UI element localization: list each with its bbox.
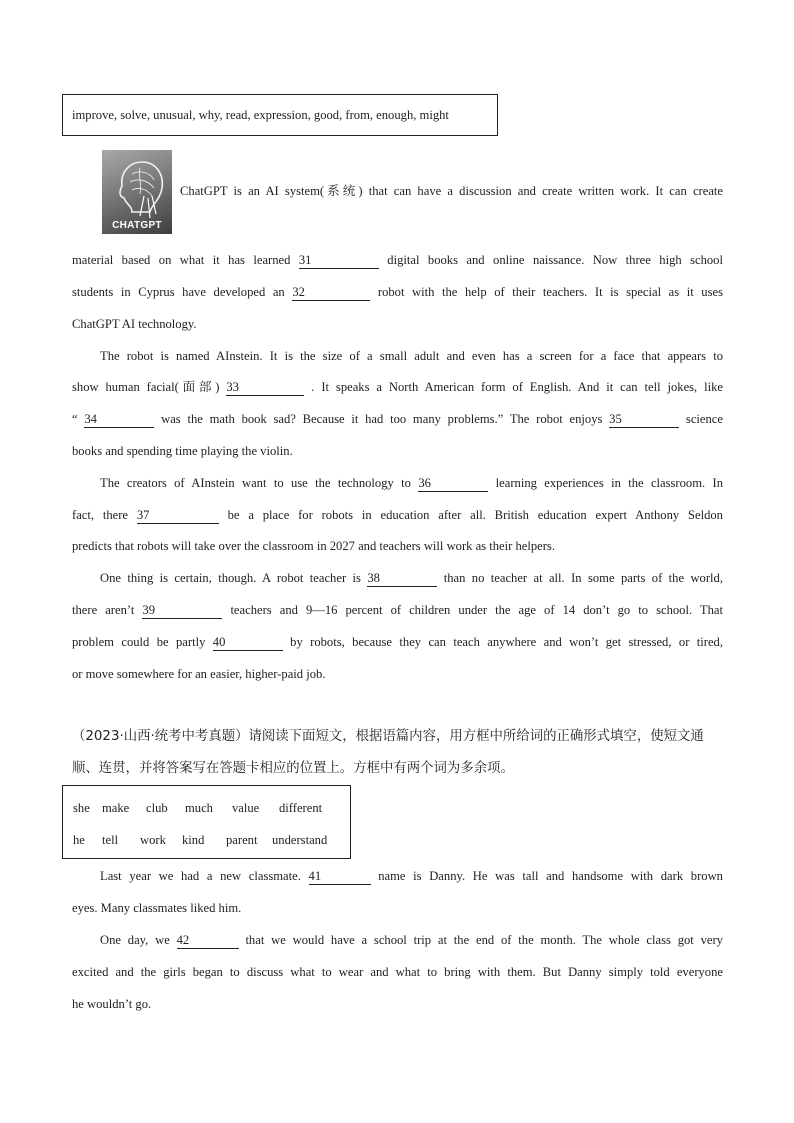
text-segment: Last year we had a new classmate. bbox=[100, 869, 301, 883]
text-segment: robot with the help of their teachers. It is special as it uses bbox=[377, 285, 723, 299]
passage2-line-3 bbox=[100, 931, 723, 949]
passage1-line-7 bbox=[72, 410, 723, 428]
section2-instruction-line-1: （2023·山西·统考中考真题）请阅读下面短文，根据语篇内容，用方框中所给词的正确形式填空，使短文通 bbox=[72, 729, 704, 744]
text-segment: be a place for robots in education after all. British education expert Anthony Seldon bbox=[227, 508, 723, 522]
blank-36[interactable]: 36 bbox=[418, 476, 488, 492]
text-segment: . It speaks a North American form of English. And it can tell jokes, like bbox=[311, 380, 723, 394]
passage1-line-12 bbox=[100, 569, 723, 587]
passage1-line-8: books and spending time playing the violin. bbox=[72, 444, 293, 458]
word-item: work bbox=[140, 833, 166, 847]
word-item: make bbox=[102, 801, 130, 815]
word-bank-box-2 bbox=[62, 785, 351, 859]
text-segment: One thing is certain, though. A robot teacher is bbox=[100, 571, 361, 585]
blank-34[interactable]: 34 bbox=[84, 412, 154, 428]
blank-35[interactable]: 35 bbox=[609, 412, 679, 428]
logo-label: CHATGPT bbox=[112, 220, 162, 231]
word-item: he bbox=[73, 833, 85, 847]
passage1-line-2 bbox=[72, 251, 723, 269]
text-segment: students in Cyprus have developed an bbox=[72, 285, 285, 299]
passage1-line-5: The robot is named AInstein. It is the size of a small adult and even has a screen for a face that appears to bbox=[100, 349, 723, 363]
passage1-line-9 bbox=[100, 474, 723, 492]
passage1-line-13 bbox=[72, 601, 723, 619]
text-segment: show human facial(面部) bbox=[72, 380, 220, 394]
blank-33[interactable]: 33 bbox=[226, 380, 304, 396]
passage1-line-4: ChatGPT AI technology. bbox=[72, 317, 197, 331]
text-segment: was the math book sad? Because it had too many problems.” The robot enjoys bbox=[161, 412, 603, 426]
text-segment: digital books and online naissance. Now three high school bbox=[387, 253, 723, 267]
text-segment: material based on what it has learned bbox=[72, 253, 291, 267]
text-segment: name is Danny. He was tall and handsome with dark brown bbox=[378, 869, 723, 883]
passage1-line-1: ChatGPT is an AI system(系统) that can have a discussion and create written work. It can create bbox=[180, 184, 723, 198]
text-segment: problem could be partly bbox=[72, 635, 206, 649]
blank-37[interactable]: 37 bbox=[137, 508, 219, 524]
text-segment: science bbox=[685, 412, 723, 426]
blank-32[interactable]: 32 bbox=[292, 285, 370, 301]
blank-40[interactable]: 40 bbox=[213, 635, 283, 651]
word-item: different bbox=[279, 801, 323, 815]
section2-instruction-line-2: 顺、连贯，并将答案写在答题卡相应的位置上。方框中有两个词为多余项。 bbox=[72, 761, 514, 776]
word-item: value bbox=[232, 801, 260, 815]
passage1-line-6 bbox=[72, 378, 723, 396]
word-item: she bbox=[73, 801, 90, 815]
text-segment: fact, there bbox=[72, 508, 128, 522]
word-bank-text-1: improve, solve, unusual, why, read, expression, good, from, enough, might bbox=[72, 107, 449, 122]
text-segment: than no teacher at all. In some parts of the world, bbox=[443, 571, 723, 585]
text-segment: “ bbox=[72, 412, 78, 426]
passage2-line-1 bbox=[100, 867, 723, 885]
word-item: much bbox=[185, 801, 213, 815]
passage2-line-4: excited and the girls began to discuss what to wear and what to bring with them. But Danny simply told everyone bbox=[72, 965, 723, 979]
passage1-line-14 bbox=[72, 633, 723, 651]
text-segment: that we would have a school trip at the end of the month. The whole class got very bbox=[245, 933, 723, 947]
word-item: parent bbox=[226, 833, 258, 847]
blank-42[interactable]: 42 bbox=[177, 933, 239, 949]
text-segment: The creators of AInstein want to use the technology to bbox=[100, 476, 411, 490]
text-segment: by robots, because they can teach anywhere and won’t get stressed, or tired, bbox=[290, 635, 723, 649]
word-bank-box-1 bbox=[62, 94, 498, 136]
text-segment: teachers and 9—16 percent of children under the age of 14 don’t go to school. That bbox=[230, 603, 723, 617]
passage1-line-10 bbox=[72, 506, 723, 524]
text-segment: One day, we bbox=[100, 933, 170, 947]
text-segment: there aren’t bbox=[72, 603, 135, 617]
passage2-line-2: eyes. Many classmates liked him. bbox=[72, 901, 242, 915]
blank-39[interactable]: 39 bbox=[142, 603, 222, 619]
word-item: kind bbox=[182, 833, 205, 847]
chatgpt-logo-image bbox=[102, 150, 172, 234]
word-item: tell bbox=[102, 833, 119, 847]
word-item: club bbox=[146, 801, 168, 815]
blank-41[interactable]: 41 bbox=[309, 869, 371, 885]
text-segment: learning experiences in the classroom. In bbox=[495, 476, 723, 490]
blank-31[interactable]: 31 bbox=[299, 253, 379, 269]
passage1-line-15: or move somewhere for an easier, higher-paid job. bbox=[72, 667, 326, 681]
passage1-line-3 bbox=[72, 283, 723, 301]
word-item: understand bbox=[272, 833, 328, 847]
passage1-line-11: predicts that robots will take over the classroom in 2027 and teachers will work as their helpers. bbox=[72, 539, 555, 553]
passage2-line-5: he wouldn’t go. bbox=[72, 997, 152, 1011]
blank-38[interactable]: 38 bbox=[367, 571, 437, 587]
